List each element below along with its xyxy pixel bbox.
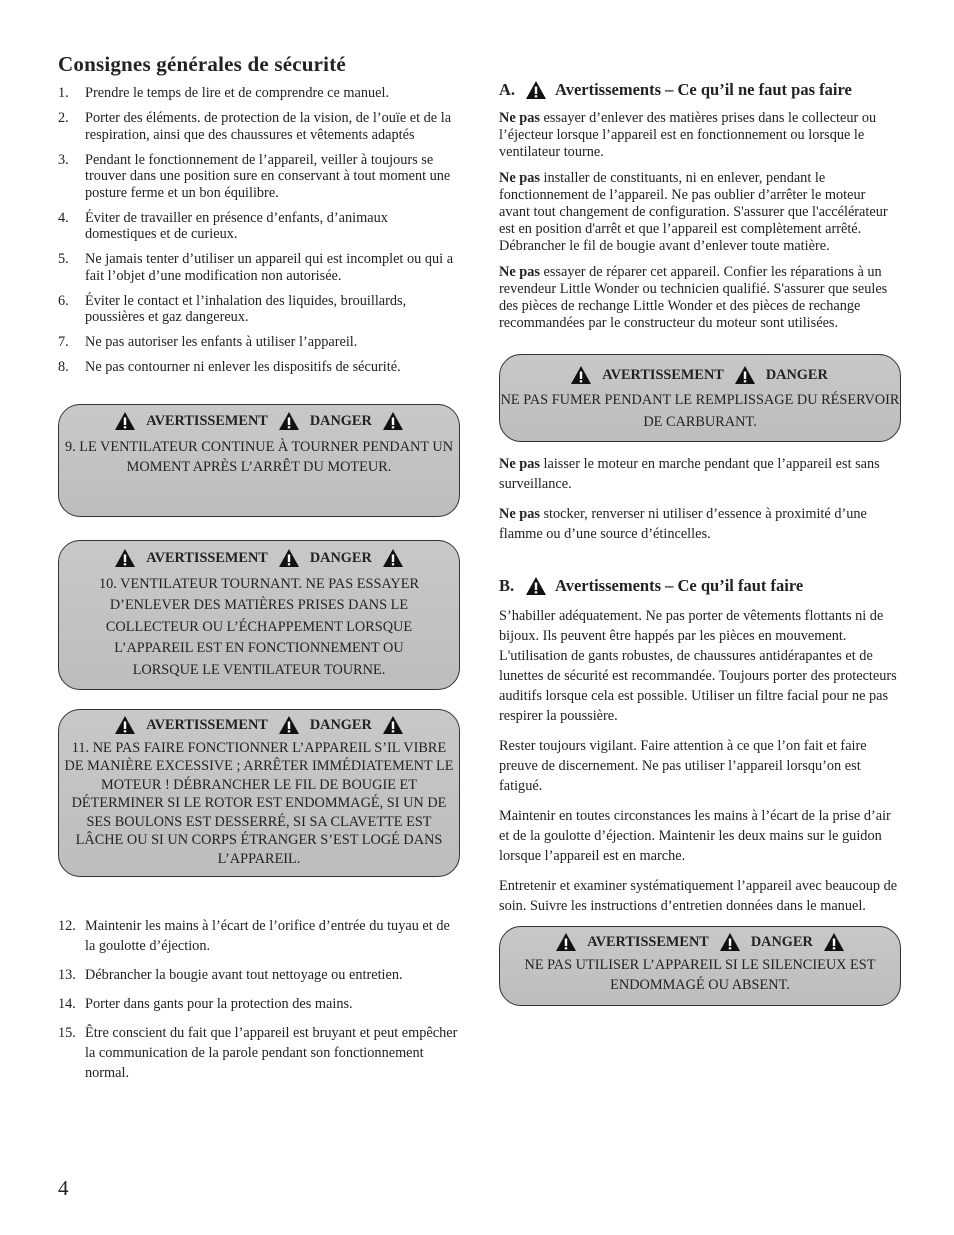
safety-list-continued — [58, 916, 460, 1083]
list-item: 12. Maintenir les mains à l’écart de l’orifice d’entrée du tuyau et de la goulotte d’éjection. — [58, 917, 450, 954]
list-item: 15. Être conscient du fait que l’appareil est bruyant et peut empêcher la communication de la parole pendant son fonctionnement normal. — [58, 1024, 458, 1081]
section-b-heading: B. Avertissements – Ce qu’il faut faire — [499, 576, 804, 595]
left-column — [58, 52, 460, 1092]
warning-triangle-icon — [382, 715, 404, 735]
page-title: Consignes générales de sécurité — [58, 52, 346, 76]
paragraph: Ne pas essayer de réparer cet appareil. Confier les réparations à un revendeur Little Wonder ou technicien qualifié. S'assurer que seules des pièces de rechange Little Wonder et des pièces de rechange recommandées par le constructeur du moteur sont utilisées. — [499, 264, 888, 331]
section-a-heading: A. Avertissements – Ce qu’il ne faut pas faire — [499, 80, 852, 99]
warning-header: AVERTISSEMENT DANGER — [59, 715, 459, 735]
paragraph: Ne pas stocker, renverser ni utiliser d’essence à proximité d’une flamme ou d’une source d’étincelles. — [499, 506, 867, 542]
warning-triangle-icon — [278, 715, 300, 735]
list-item: 3. Pendant le fonctionnement de l’appareil, veiller à toujours se trouver dans une position sure en conservant à tout moment une posture ferme et un bon équilibre. — [58, 151, 451, 201]
list-item: 1. Prendre le temps de lire et de comprendre ce manuel. — [58, 85, 390, 101]
list-item: 14. Porter dans gants pour la protection des mains. — [58, 995, 353, 1012]
paragraph: Ne pas essayer d’enlever des matières prises dans le collecteur ou l’éjecteur lorsque l’appareil est en fonctionnement ou lorsque le ventilateur tourne. — [499, 110, 877, 160]
warning-header: AVERTISSEMENT DANGER — [500, 365, 900, 385]
warning-triangle-icon — [114, 715, 136, 735]
warning-triangle-icon — [114, 411, 136, 431]
warning-triangle-icon — [525, 80, 547, 100]
warning-header: AVERTISSEMENT DANGER — [59, 548, 459, 568]
warning-box-muffler — [499, 926, 901, 1006]
warning-triangle-icon — [114, 548, 136, 568]
warning-box-11 — [58, 709, 460, 877]
list-item: 13. Débrancher la bougie avant tout nettoyage ou entretien. — [58, 966, 403, 983]
warning-box-10 — [58, 540, 460, 690]
warning-triangle-icon — [525, 576, 547, 596]
warning-header: AVERTISSEMENT DANGER — [500, 932, 900, 952]
warning-triangle-icon — [555, 932, 577, 952]
warning-triangle-icon — [719, 932, 741, 952]
warning-text: 9. LE VENTILATEUR CONTINUE À TOURNER PENDANT UN MOMENT APRÈS L’ARRÊT DU MOTEUR. — [64, 438, 454, 475]
safety-list — [58, 85, 460, 376]
warning-text: NE PAS FUMER PENDANT LE REMPLISSAGE DU RÉSERVOIR DE CARBURANT. — [500, 392, 900, 430]
paragraph: Maintenir en toutes circonstances les mains à l’écart de la prise d’air et de la goulotte d’éjection. Maintenir les deux mains sur le guidon lorsque l’appareil est en marche. — [499, 808, 891, 864]
warning-triangle-icon — [382, 411, 404, 431]
list-item: 8. Ne pas contourner ni enlever les dispositifs de sécurité. — [58, 359, 401, 375]
paragraph: Ne pas installer de constituants, ni en enlever, pendant le fonctionnement de l’appareil. Ne pas oublier d’arrêter le moteur avant tout changement de configuration. S'assurer que l'accélérateur est en position d'arrêt et que l’appareil est complètement arrêté. Débrancher le fil de bougie avant d’enlever toute matière. — [499, 170, 888, 254]
warning-triangle-icon — [382, 548, 404, 568]
warning-triangle-icon — [278, 411, 300, 431]
list-item: 5. Ne jamais tenter d’utiliser un appareil qui est incomplet ou qui a fait l’objet d’une modification non autorisée. — [58, 251, 454, 284]
page-number: 4 — [58, 1176, 69, 1200]
list-item: 7. Ne pas autoriser les enfants à utiliser l’appareil. — [58, 334, 358, 350]
warning-triangle-icon — [570, 365, 592, 385]
paragraph: Ne pas laisser le moteur en marche pendant que l’appareil est sans surveillance. — [499, 456, 880, 492]
list-item: 2. Porter des éléments. de protection de la vision, de l’ouïe et de la respiration, ainsi que des chaussures et vêtements adaptés — [58, 110, 452, 143]
right-column — [499, 80, 898, 1006]
warning-box-fuel — [499, 354, 901, 442]
warning-triangle-icon — [823, 932, 845, 952]
warning-box-9 — [58, 404, 460, 517]
paragraph: Entretenir et examiner systématiquement l’appareil avec beaucoup de soin. Suivre les instructions d’entretien données dans le manuel. — [499, 878, 898, 914]
paragraph: Rester toujours vigilant. Faire attention à ce que l’on fait et faire preuve de discernement. Ne pas utiliser l’appareil lorsqu’on est fatigué. — [499, 738, 867, 794]
warning-text: NE PAS UTILISER L’APPAREIL SI LE SILENCIEUX EST ENDOMMAGÉ OU ABSENT. — [524, 957, 876, 993]
list-item: 4. Éviter de travailler en présence d’enfants, d’animaux domestiques et de curieux. — [58, 209, 388, 242]
warning-header: AVERTISSEMENT DANGER — [59, 411, 459, 431]
list-item: 6. Éviter le contact et l’inhalation des liquides, brouillards, poussières et gaz dangereux. — [58, 292, 407, 325]
warning-triangle-icon — [278, 548, 300, 568]
warning-triangle-icon — [734, 365, 756, 385]
paragraph: S’habiller adéquatement. Ne pas porter de vêtements flottants ni de bijoux. Ils peuvent être happés par les pièces en mouvement. L'utilisation de gants robustes, de chaussures antidérapantes et de lunettes de sécurité est recommandée. Toujours porter des protecteurs auditifs lorsque cela est possible. Utiliser un filtre facial pour ne pas respirer la poussière. — [499, 608, 897, 724]
warning-text: 11. NE PAS FAIRE FONCTIONNER L’APPAREIL S’IL VIBRE DE MANIÈRE EXCESSIVE ; ARRÊTER IMMÉDIATEMENT LE MOTEUR ! DÉBRANCHER LE FIL DE BOUGIE ET DÉTERMINER SI LE ROTOR EST ENDOMMAGÉ, SI UN DE SES BOULONS EST DESSERRÉ, SI SA CLAVETTE EST LÂCHE OU SI UN CORPS ÉTRANGER S’EST LOGÉ DANS L’APPAREIL. — [64, 739, 454, 868]
warning-text: 10. VENTILATEUR TOURNANT. NE PAS ESSAYER D’ENLEVER DES MATIÈRES PRISES DANS LE COLLECTEUR OU L’ÉCHAPPEMENT LORSQUE L’APPAREIL EST EN FONCTIONNEMENT OU LORSQUE LE VENTILATEUR TOURNE. — [99, 575, 419, 678]
